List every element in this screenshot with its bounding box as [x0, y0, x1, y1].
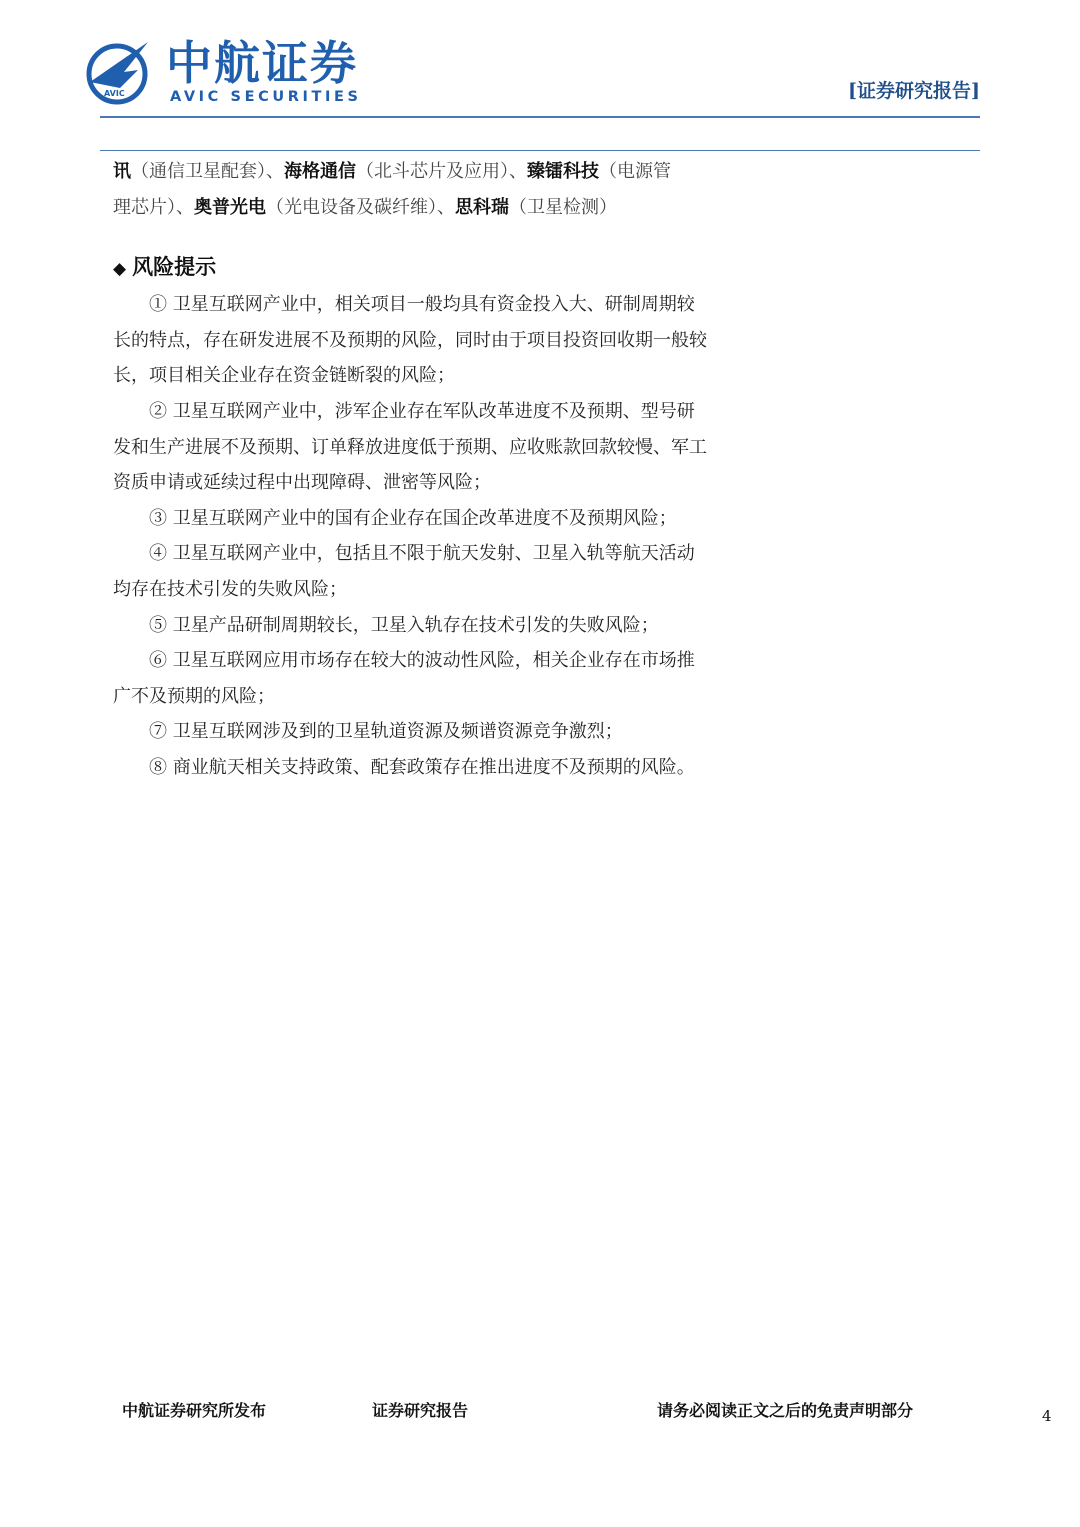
footer-publisher: 中航证券研究所发布: [122, 1401, 267, 1420]
risk-text-line: 广不及预期的风险；: [113, 685, 275, 707]
risk-text-line: 均存在技术引发的失败风险；: [113, 578, 347, 600]
diamond-bullet-icon: ◆: [113, 259, 127, 280]
company-name: 奥普光电: [194, 196, 266, 218]
risk-section-title: 风险提示: [132, 254, 217, 280]
footer-disclaimer: 请务必阅读正文之后的免责声明部分: [657, 1401, 914, 1420]
header-divider-bottom: [100, 150, 980, 151]
risk-text-line: ④ 卫星互联网产业中，包括且不限于航天发射、卫星入轨等航天活动: [149, 543, 695, 565]
risk-text-line: ② 卫星互联网产业中，涉军企业存在军队改革进度不及预期、型号研: [149, 400, 695, 422]
company-description: （北斗芯片及应用）、: [356, 161, 527, 182]
company-logo: [84, 36, 384, 108]
risk-text-line: 长，项目相关企业存在资金链断裂的风险；: [113, 365, 455, 387]
risk-section-heading: [113, 247, 735, 287]
risk-text-line: ③ 卫星互联网产业中的国有企业存在国企改革进度不及预期风险；: [149, 507, 677, 529]
company-description: （通信卫星配套）、: [131, 161, 284, 182]
company-description: 理芯片）、: [113, 196, 194, 218]
logo-badge: AVIC: [104, 89, 125, 98]
report-type-tag: [证券研究报告]: [848, 80, 980, 102]
company-name: 海格通信: [284, 161, 356, 182]
company-name: 讯: [113, 161, 131, 182]
risk-text-line: ⑧ 商业航天相关支持政策、配套政策存在推出进度不及预期的风险。: [149, 756, 695, 778]
logo-english-name: AVIC SECURITIES: [170, 89, 362, 105]
company-name: 思科瑞: [455, 196, 509, 218]
company-description: （光电设备及碳纤维）、: [266, 196, 455, 218]
risk-text-line: ⑥ 卫星互联网应用市场存在较大的波动性风险，相关企业存在市场推: [149, 650, 695, 672]
risk-text-line: 长的特点，存在研发进展不及预期的风险，同时由于项目投资回收期一般较: [113, 329, 707, 351]
risk-text-line: ⑦ 卫星互联网涉及到的卫星轨道资源及频谱资源竞争激烈；: [149, 721, 623, 743]
footer-report-type: 证券研究报告: [372, 1401, 469, 1420]
risk-text-line: 资质申请或延续过程中出现障碍、泄密等风险；: [113, 472, 491, 494]
risk-text-line: ⑤ 卫星产品研制周期较长，卫星入轨存在技术引发的失败风险；: [149, 614, 659, 636]
logo-chinese-name: 中航证券: [166, 36, 358, 90]
intro-line-1: [113, 154, 735, 190]
intro-line-2: [113, 190, 735, 226]
risk-text-line: 发和生产进展不及预期、订单释放进度低于预期、应收账款回款较慢、军工: [113, 436, 707, 458]
risk-list: [113, 287, 735, 785]
company-name: 臻镭科技: [527, 161, 599, 182]
company-description: （电源管: [599, 161, 671, 182]
main-content: [113, 154, 735, 786]
company-description: （卫星检测）: [509, 196, 617, 218]
header-divider-top: [100, 116, 980, 118]
risk-text-line: ① 卫星互联网产业中，相关项目一般均具有资金投入大、研制周期较: [149, 294, 695, 316]
avic-wing-emblem-icon: [84, 36, 154, 106]
page-number: 4: [1042, 1407, 1052, 1425]
